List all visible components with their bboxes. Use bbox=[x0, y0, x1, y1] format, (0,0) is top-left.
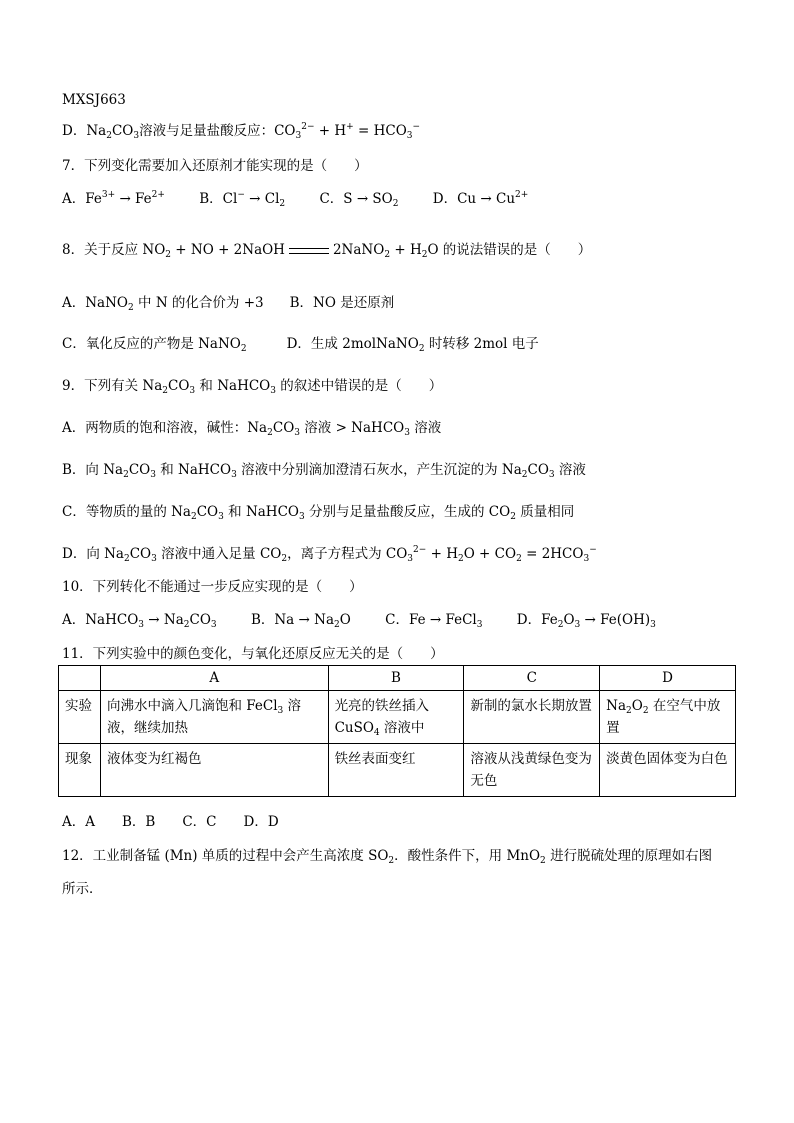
table-cell: 淡黄色固体变为白色 bbox=[600, 744, 736, 797]
table-cell: 光亮的铁丝插入 CuSO$_4$ 溶液中 bbox=[328, 691, 464, 744]
q8-stem: 8．关于反应 $NO_2$ + NO + 2NaOH 2NaNO$_2$ + $H_2O$ 的说法错误的是（ ） bbox=[62, 242, 592, 260]
header-code: MXSJ663 bbox=[62, 92, 126, 108]
q8-options-cd: C．氧化反应的产物是 NaNO$_2$ D．生成 2molNaNO$_2$ 时转移 2mol 电子 bbox=[62, 336, 539, 354]
q6-option-d: D．$Na_2CO_3$溶液与足量盐酸反应：$CO_3^{2-} + H^+ = HCO_3^-$ bbox=[62, 122, 421, 141]
equals-sign bbox=[289, 248, 329, 254]
table-header-cell: C bbox=[464, 666, 600, 691]
table-header-cell: B bbox=[328, 666, 464, 691]
table-cell: 向沸水中滴入几滴饱和 FeCl$_3$ 溶液，继续加热 bbox=[100, 691, 328, 744]
row-label: 实验 bbox=[59, 691, 101, 744]
q12-line-2: 所示． bbox=[62, 881, 103, 897]
q9-stem: 9．下列有关 $Na_2CO_3$ 和 NaHCO$_3$ 的叙述中错误的是（ ） bbox=[62, 378, 443, 396]
table-cell: $Na_2O_2$ 在空气中放置 bbox=[600, 691, 736, 744]
q12-line-1: 12．工业制备锰 (Mn) 单质的过程中会产生高浓度 $SO_2$．酸性条件下，用 MnO$_2$ 进行脱硫处理的原理如右图 bbox=[62, 848, 713, 866]
q7-stem: 7．下列变化需要加入还原剂才能实现的是（ ） bbox=[62, 158, 368, 174]
table-cell: 铁丝表面变红 bbox=[328, 744, 464, 797]
table-header-row bbox=[59, 666, 736, 691]
q10-stem: 10．下列转化不能通过一步反应实现的是（ ） bbox=[62, 579, 363, 595]
q9-option-a: A．两物质的饱和溶液，碱性：$Na_2CO_3$ 溶液 > NaHCO$_3$ 溶液 bbox=[62, 420, 442, 438]
table-cell: 溶液从浅黄绿色变为无色 bbox=[464, 744, 600, 797]
table-row bbox=[59, 691, 736, 744]
q11-options: A．A B．B C．C D．D bbox=[62, 814, 279, 830]
q8-options-ab: A．NaNO$_2$ 中 N 的化合价为 +3 B．NO 是还原剂 bbox=[62, 295, 395, 313]
table-row bbox=[59, 744, 736, 797]
q9-option-d: D．向 $Na_2CO_3$ 溶液中通入足量 $CO_2$，离子方程式为 $CO_3^{2-} + H_2O + CO_2 = 2HCO_3^-$ bbox=[62, 545, 597, 564]
row-label: 现象 bbox=[59, 744, 101, 797]
table-header-cell: D bbox=[600, 666, 736, 691]
table-header-cell bbox=[59, 666, 101, 691]
q7-options: A．$Fe^{3+} \to Fe^{2+}$ B．$Cl^- \to Cl_2$ C．$S \to SO_2$ D．$Cu \to Cu^{2+}$ bbox=[62, 190, 529, 209]
table-header-cell: A bbox=[100, 666, 328, 691]
q11-table bbox=[58, 665, 736, 797]
q11-stem: 11．下列实验中的颜色变化，与氧化还原反应无关的是（ ） bbox=[62, 646, 444, 662]
table-cell: 液体变为红褐色 bbox=[100, 744, 328, 797]
table-cell: 新制的氯水长期放置 bbox=[464, 691, 600, 744]
q10-options: A．NaHCO$_3$ → $Na_2CO_3$ B．$Na \to Na_2O$ C．Fe → FeCl$_3$ D．$Fe_2O_3 \to Fe(OH)_3$ bbox=[62, 612, 656, 630]
q9-option-c: C．等物质的量的 $Na_2CO_3$ 和 NaHCO$_3$ 分别与足量盐酸反应，生成的 $CO_2$ 质量相同 bbox=[62, 504, 575, 522]
q9-option-b: B．向 $Na_2CO_3$ 和 NaHCO$_3$ 溶液中分别滴加澄清石灰水，产生沉淀的为 $Na_2CO_3$ 溶液 bbox=[62, 462, 586, 480]
